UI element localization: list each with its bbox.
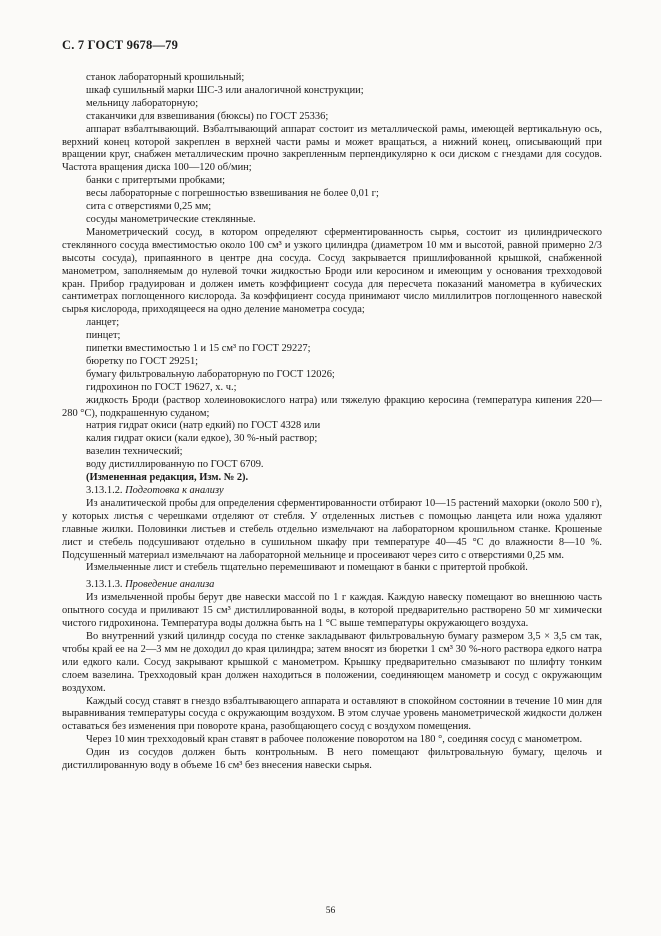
list-item: ланцет; [86, 317, 120, 329]
paragraph: Каждый сосуд ставят в гнездо взбалтывающего аппарата и оставляют в спокойном состоянии в течение 10 мин для выравнивания температуры сосуда с окружающим воздухом. В этом случае уровень манометрической жидкости должен оставаться без изменения при повороте крана, разобщающего сосуд с воздухом помещения. [62, 695, 602, 733]
paragraph: Из измельченной пробы берут две навески массой по 1 г каждая. Каждую навеску помещают во внешнюю часть опытного сосуда и приливают 15 см³ дистиллированной воды, в которой предварительно растворено 50 мг химически чистого гидрохинона. Температура воды должна быть на 1 °С выше температуры окружающего воздуха. [62, 592, 602, 630]
paragraph: Манометрический сосуд, в котором определяют сферментированность сырья, состоит из цилиндрического стеклянного сосуда вместимостью около 100 см³ и узкого цилиндра (диаметром 10 мм и высотой, равной примерно 2/3 высоты сосуда), припаянного в центре дна сосуда. Сосуд закрывается пришлифованной крышкой, снабженной манометром, заполняемым до нулевой точки жидкостью Броди или керосином и имеющим у основания трехходовой кран. Прибор градуирован и должен иметь коэффициент сосуда для пересчета показаний манометра в кубических сантиметрах поглощенного кислорода. За коэффициент сосуда принимают число миллилитров поглощенного навеской сырья кислорода, приходящееся на одно деление манометра сосуда; [62, 226, 602, 316]
list-item: банки с притертыми пробками; [86, 175, 226, 187]
list-item: пинцет; [86, 330, 121, 342]
list-item: пипетки вместимостью 1 и 15 см³ по ГОСТ 29227; [86, 343, 311, 355]
list-item: шкаф сушильный марки ШС-3 или аналогичной конструкции; [86, 84, 364, 96]
list-item: весы лабораторные с погрешностью взвешивания не более 0,01 г; [86, 188, 379, 200]
list-item: гидрохинон по ГОСТ 19627, х. ч.; [86, 381, 237, 393]
section-number: 3.13.1.3. [86, 579, 123, 591]
page-number: 56 [325, 906, 336, 916]
paragraph: Во внутренний узкий цилиндр сосуда по стенке закладывают фильтровальную бумагу размером 3,5 × 3,5 см так, чтобы край ее на 2—3 мм не доходил до края цилиндра; затем вносят из бюретки 1 см³ 30 %-ного раствора едкого натра или едкого кали. Сосуд закрывают крышкой с манометром. Крышку предварительно смазывают по шлифту тонким слоем вазелина. Трехходовый кран должен находиться в положении, соединяющем манометр и сосуд с окружающим воздухом. [62, 630, 602, 694]
list-item: станок лабораторный крошильный; [86, 72, 245, 83]
list-item: бумагу фильтровальную лабораторную по ГОСТ 12026; [86, 368, 335, 380]
paragraph: Измельченные лист и стебель тщательно перемешивают и помещают в банки с притертой пробкой. [86, 562, 528, 574]
list-item: бюретку по ГОСТ 29251; [86, 355, 199, 367]
section-heading [62, 485, 602, 498]
list-item: воду дистиллированную по ГОСТ 6709. [86, 459, 264, 471]
list-item: стаканчики для взвешивания (бюксы) по ГОСТ 25336; [86, 110, 329, 122]
section-title: Подготовка к анализу [125, 485, 224, 496]
paragraph: аппарат взбалтывающий. Взбалтывающий аппарат состоит из металлической рамы, имеющей вертикальную ось, верхний конец которой закреплен в верхней части рамы и может вращаться, а нижний конец, описывающий при вращении круг, снабжен металлическим прочно закрепленным перпендикулярно к оси диском с гнездами для сосудов. Частота вращения диска 100—120 об/мин; [62, 123, 602, 174]
section-title: Проведение анализа [125, 579, 215, 591]
paragraph: Через 10 мин трехходовый кран ставят в рабочее положение поворотом на 180 °, соединяя сосуд с манометром. [86, 734, 583, 746]
list-item: сосуды манометрические стеклянные. [86, 213, 256, 225]
section-number: 3.13.1.2. [86, 485, 123, 496]
section-heading [62, 579, 602, 592]
amendment-note: (Измененная редакция, Изм. № 2). [86, 472, 249, 484]
page-header: С. 7 ГОСТ 9678—79 [62, 38, 179, 52]
list-item: жидкость Броди (раствор холеиновокислого натра) или тяжелую фракцию керосина (температура кипения 220—280 °С), подкрашенную суданом; [62, 394, 602, 419]
list-item: натрия гидрат окиси (натр едкий) по ГОСТ 4328 или [86, 420, 321, 432]
paragraph: Один из сосудов должен быть контрольным. В него помещают фильтровальную бумагу, щелочь и дистиллированную воду в объеме 16 см³ без внесения навески сырья. [62, 747, 602, 772]
list-item: вазелин технический; [86, 446, 183, 458]
body-text [62, 72, 602, 773]
list-item: калия гидрат окиси (кали едкое), 30 %-ный раствор; [86, 433, 318, 445]
paragraph: Из аналитической пробы для определения сферментированности отбирают 10—15 растений махорки (около 500 г), у которых листья с черешками отделяют от стебля. У отделенных листьев с помощью ланцета или ножа удаляют главные жилки. Половинки листьев и стебель отдельно измельчают на лабораторном крошильном станке. Крошеные лист и стебель подсушивают отдельно в сушильном шкафу при температуре 40—45 °С до влажности 8—10 %. Подсушенный материал измельчают на лабораторной мельнице и просеивают через сито с отверстиями 0,25 мм. [62, 497, 602, 561]
list-item: мельницу лабораторную; [86, 97, 199, 109]
list-item: сита с отверстиями 0,25 мм; [86, 201, 212, 213]
